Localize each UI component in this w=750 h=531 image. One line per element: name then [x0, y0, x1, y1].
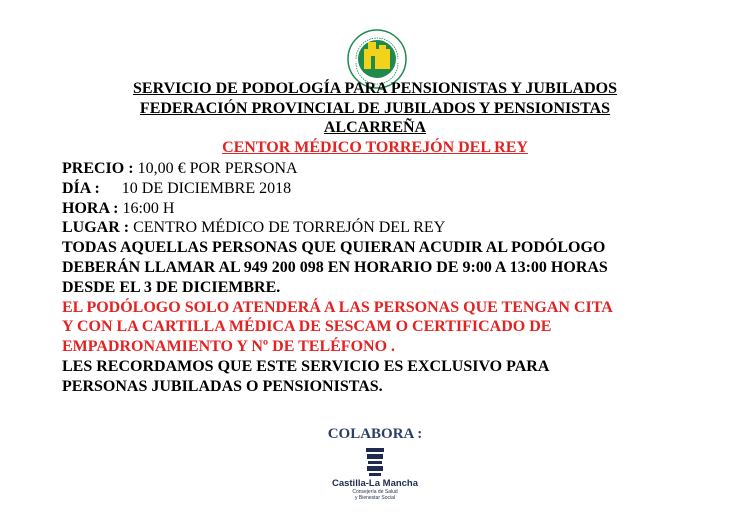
reminder-line: PERSONAS JUBILADAS O PENSIONISTAS.	[62, 377, 383, 395]
place-row	[62, 218, 702, 238]
reminder-line: LES RECORDAMOS QUE ESTE SERVICIO ES EXCLUSIVO PARA	[62, 357, 550, 375]
clm-logo-text	[325, 478, 425, 501]
date-value: 10 DE DICIEMBRE 2018	[121, 179, 292, 197]
info-block	[62, 159, 702, 397]
price-row	[62, 159, 702, 179]
place-label: LUGAR :	[62, 219, 130, 237]
instruction-line: DESDE EL 3 DE DICIEMBRE.	[62, 278, 281, 296]
clm-logo-sub-2: y Bienestar Social	[354, 495, 396, 501]
clm-logo-name: Castilla-La Mancha	[331, 478, 419, 489]
notice-line: EL PODÓLOGO SOLO ATENDERÁ A LAS PERSONAS QUE TENGAN CITA	[62, 298, 613, 316]
requirements-notice	[62, 298, 702, 357]
appointment-instructions	[62, 238, 702, 297]
collaborator-label: COLABORA :	[327, 426, 423, 442]
header-title-line-1: SERVICIO DE PODOLOGÍA PARA PENSIONISTAS Y JUBILADOS	[133, 80, 617, 97]
header-title-line-2: FEDERACIÓN PROVINCIAL DE JUBILADOS Y PENSIONISTAS	[139, 99, 611, 117]
price-value: 10,00 € POR PERSONA	[137, 160, 298, 177]
header-center-name: CENTOR MÉDICO TORREJÓN DEL REY	[222, 138, 528, 156]
notice-line: Y CON LA CARTILLA MÉDICA DE SESCAM O CERTIFICADO DE	[62, 318, 552, 336]
price-label: PRECIO :	[62, 160, 134, 177]
time-label: HORA :	[62, 199, 119, 217]
time-value: 16:00 H	[122, 199, 175, 217]
exclusivity-reminder	[62, 357, 702, 397]
header-title-line-3: ALCARREÑA	[323, 119, 427, 136]
header	[60, 79, 690, 157]
instruction-line: TODAS AQUELLAS PERSONAS QUE QUIERAN ACUDIR AL PODÓLOGO	[62, 239, 606, 257]
place-value: CENTRO MÉDICO DE TORREJÓN DEL REY	[133, 219, 446, 237]
time-row	[62, 199, 702, 219]
instruction-line: DEBERÁN LLAMAR AL 949 200 098 EN HORARIO DE 9:00 A 13:00 HORAS	[62, 258, 608, 276]
date-label: DÍA :	[62, 179, 100, 197]
notice-line: EMPADRONAMIENTO Y Nº DE TELÉFONO .	[62, 338, 396, 356]
date-row	[62, 179, 702, 199]
clm-logo-sub-1: Consejería de Salud	[352, 489, 398, 495]
